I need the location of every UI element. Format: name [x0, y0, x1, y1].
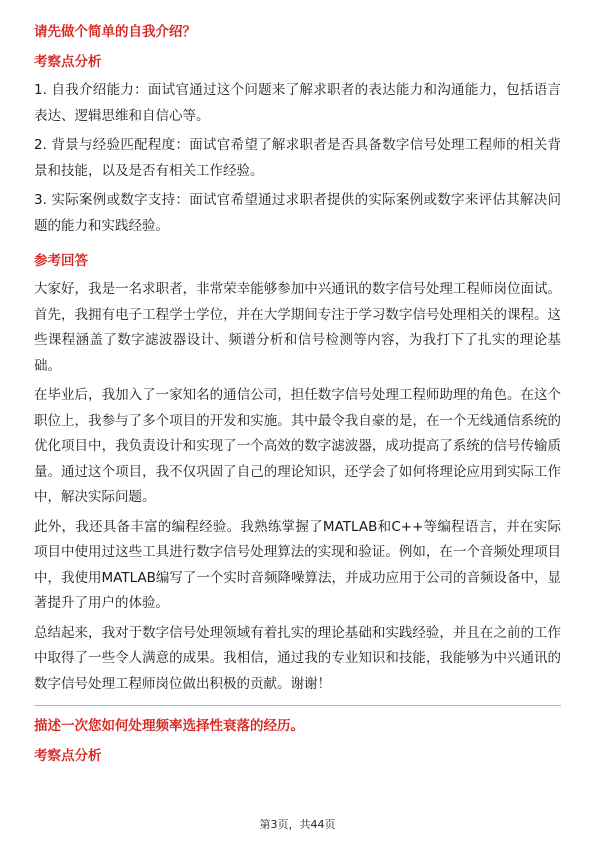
analysis-heading: 考察点分析 — [34, 748, 102, 764]
analysis-point: 3. 实际案例或数字支持：面试官希望通过求职者提供的实际案例或数字来评估其解决问题的能力和实践经验。 — [34, 192, 561, 234]
question-title: 描述一次您如何处理频率选择性衰落的经历。 — [34, 718, 304, 734]
answer-paragraph: 大家好，我是一名求职者，非常荣幸能够参加中兴通讯的数字信号处理工程师岗位面试。首先，我拥有电子工程学士学位，并在大学期间专注于学习数字信号处理相关的课程。这些课程涵盖了数字滤波器设计、频谱分析和信号检测等内容，为我打下了扎实的理论基础。 — [34, 281, 561, 374]
answer-heading: 参考回答 — [34, 253, 88, 269]
section-divider — [34, 705, 561, 706]
page-footer: 第3页，共44页 — [259, 818, 336, 831]
analysis-point: 1. 自我介绍能力：面试官通过这个问题来了解求职者的表达能力和沟通能力，包括语言表达、逻辑思维和自信心等。 — [34, 82, 561, 124]
analysis-point: 2. 背景与经验匹配程度：面试官希望了解求职者是否具备数字信号处理工程师的相关背景和技能，以及是否有相关工作经验。 — [34, 137, 561, 179]
answer-paragraph: 总结起来，我对于数字信号处理领域有着扎实的理论基础和实践经验，并且在之前的工作中取得了一些令人满意的成果。我相信，通过我的专业知识和技能，我能够为中兴通讯的数字信号处理工程师岗位做出积极的贡献。谢谢！ — [34, 624, 561, 692]
document-page — [34, 22, 561, 772]
answer-paragraph: 在毕业后，我加入了一家知名的通信公司，担任数字信号处理工程师助理的角色。在这个职位上，我参与了多个项目的开发和实施。其中最令我自豪的是，在一个无线通信系统的优化项目中，我负责设计和实现了一个高效的数字滤波器，成功提高了系统的信号传输质量。通过这个项目，我不仅巩固了自己的理论知识，还学会了如何将理论应用到实际工作中，解决实际问题。 — [34, 387, 561, 505]
answer-paragraph: 此外，我还具备丰富的编程经验。我熟练掌握了MATLAB和C++等编程语言，并在实际项目中使用过这些工具进行数字信号处理算法的实现和验证。例如，在一个音频处理项目中，我使用MATLAB编写了一个实时音频降噪算法，并成功应用于公司的音频设备中，显著提升了用户的体验。 — [34, 518, 561, 611]
question-title: 请先做个简单的自我介绍？ — [34, 24, 196, 40]
analysis-heading: 考察点分析 — [34, 54, 102, 70]
